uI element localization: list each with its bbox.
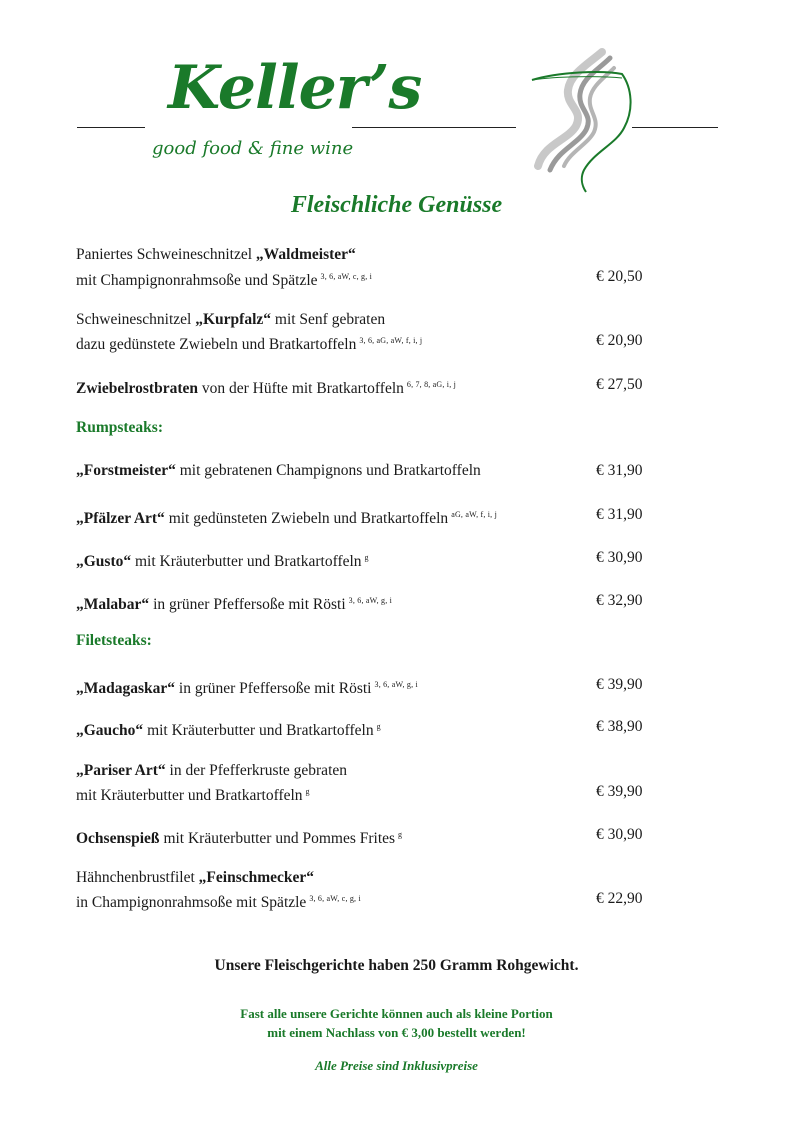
menu-item-price: € 39,90 — [596, 783, 643, 800]
menu-item-line: Paniertes Schweineschnitzel „Waldmeister“ — [76, 246, 356, 263]
allergen-codes: g — [305, 787, 310, 796]
menu-item-price: € 20,50 — [596, 268, 643, 285]
menu-item-line: Zwiebelrostbraten von der Hüfte mit Bratkartoffeln $^{6, 7, 8, aG, i, j}$ — [76, 380, 457, 397]
menu-item-line: „Forstmeister“ mit gebratenen Champignons und Bratkartoffeln — [76, 462, 481, 479]
menu-item-line: mit Champignonrahmsoße und Spätzle $^{3, 6, aW, c, g, i}$ — [76, 272, 373, 289]
section-title: Fleischliche Genüsse — [290, 192, 503, 218]
menu-item-line: Ochsenspieß mit Kräuterbutter und Pommes Frites $^g$ — [76, 830, 403, 847]
menu-item-price: € 27,50 — [596, 376, 643, 393]
inclusive-price-note: Alle Preise sind Inklusivpreise — [315, 1058, 478, 1073]
allergen-codes: g — [364, 553, 369, 562]
portion-note-line-2: mit einem Nachlass von € 3,00 bestellt werden! — [267, 1025, 526, 1040]
allergen-codes: 6, 7, 8, aG, i, j — [406, 380, 457, 389]
menu-item-line: „Gaucho“ mit Kräuterbutter und Bratkartoffeln $^g$ — [76, 722, 381, 739]
allergen-codes: 3, 6, aW, g, i — [374, 680, 418, 689]
wine-glass-swirl-icon — [518, 48, 642, 194]
menu-item-line: „Pariser Art“ in der Pfefferkruste gebraten — [76, 762, 348, 779]
subheading-filetsteaks: Filetsteaks: — [76, 632, 152, 649]
menu-item-line: „Malabar“ in grüner Pfeffersoße mit Rösti $^{3, 6, aW, g, i}$ — [76, 596, 393, 613]
menu-item-line: dazu gedünstete Zwiebeln und Bratkartoffeln $^{3, 6, aG, aW, f, i, j}$ — [76, 336, 423, 353]
menu-item-price: € 31,90 — [596, 462, 643, 479]
menu-item-price: € 31,90 — [596, 506, 643, 523]
menu-item-line: „Pfälzer Art“ mit gedünsteten Zwiebeln und Bratkartoffeln $^{aG, aW, f, i, j}$ — [76, 510, 497, 527]
menu-item-price: € 20,90 — [596, 332, 643, 349]
allergen-codes: 3, 6, aW, g, i — [348, 596, 393, 605]
menu-item-price: € 30,90 — [596, 826, 643, 843]
allergen-codes: 3, 6, aW, c, g, i — [309, 894, 361, 903]
portion-note-line-1: Fast alle unsere Gerichte können auch als kleine Portion — [240, 1006, 553, 1021]
header-rule-left — [77, 127, 145, 128]
menu-item-line: mit Kräuterbutter und Bratkartoffeln $^g$ — [76, 787, 310, 804]
menu-item-price: € 38,90 — [596, 718, 643, 735]
menu-item-price: € 22,90 — [596, 890, 643, 907]
allergen-codes: g — [376, 722, 381, 731]
weight-note: Unsere Fleischgerichte haben 250 Gramm Rohgewicht. — [214, 957, 579, 974]
menu-item-line: „Gusto“ mit Kräuterbutter und Bratkartoffeln $^g$ — [76, 553, 369, 570]
allergen-codes: 3, 6, aG, aW, f, i, j — [359, 336, 423, 345]
header-rule-middle — [352, 127, 516, 128]
menu-item-line: Hähnchenbrustfilet „Feinschmecker“ — [76, 869, 315, 886]
restaurant-logo: Keller’s — [168, 53, 422, 123]
subheading-rumpsteaks: Rumpsteaks: — [76, 419, 163, 436]
allergen-codes: 3, 6, aW, c, g, i — [320, 272, 373, 281]
menu-item-line: in Champignonrahmsoße mit Spätzle $^{3, 6, aW, c, g, i}$ — [76, 894, 361, 911]
allergen-codes: g — [398, 830, 403, 839]
menu-item-line: „Madagaskar“ in grüner Pfeffersoße mit Rösti $^{3, 6, aW, g, i}$ — [76, 680, 418, 697]
menu-item-line: Schweineschnitzel „Kurpfalz“ mit Senf gebraten — [76, 311, 386, 328]
menu-item-price: € 39,90 — [596, 676, 643, 693]
logo-tagline: good food & fine wine — [152, 138, 354, 159]
allergen-codes: aG, aW, f, i, j — [451, 510, 497, 519]
header-rule-right — [632, 127, 718, 128]
menu-item-price: € 32,90 — [596, 592, 643, 609]
menu-item-price: € 30,90 — [596, 549, 643, 566]
